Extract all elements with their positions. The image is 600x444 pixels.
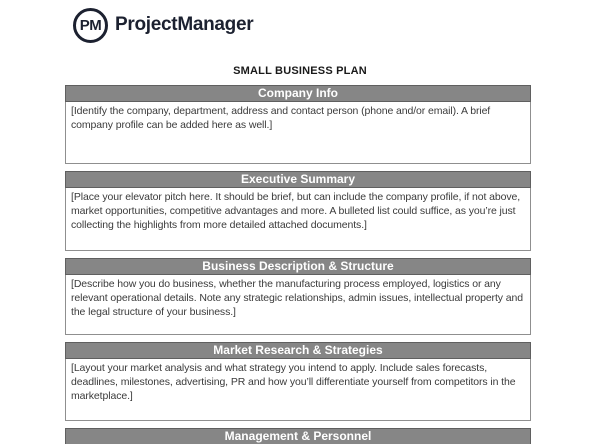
section-heading-market-research: Market Research & Strategies	[65, 342, 531, 359]
section-heading-executive-summary: Executive Summary	[65, 171, 531, 188]
section-executive-summary	[65, 171, 531, 251]
document-title: SMALL BUSINESS PLAN	[233, 65, 367, 77]
section-body-executive-summary: [Place your elevator pitch here. It should be brief, but can include the company profile, if not above, market opportunities, competitive advantages and more. A bulleted list could suffice, as you’re just collecting the highlights from more detailed attached documents.]	[65, 188, 531, 251]
section-market-research	[65, 342, 531, 421]
pm-logo-monogram: PM	[79, 16, 102, 34]
section-heading-business-description: Business Description & Structure	[65, 258, 531, 275]
section-company-info	[65, 85, 531, 164]
pm-logo-icon	[73, 8, 108, 43]
brand-wordmark: ProjectManager	[115, 14, 254, 35]
section-body-business-description: [Describe how you do business, whether the manufacturing process employed, logistics or any relevant operational details. Note any strategic relationships, admin issues, intellectual property and the legal structure of your business.]	[65, 275, 531, 335]
section-body-market-research: [Layout your market analysis and what strategy you intend to apply. Include sales forecasts, deadlines, milestones, advertising, PR and how you’ll differentiate yourself from competitors in the marketplace.]	[65, 359, 531, 421]
section-business-description	[65, 258, 531, 335]
section-body-company-info: [Identify the company, department, address and contact person (phone and/or email). A brief company profile can be added here as well.]	[65, 102, 531, 164]
brand-header	[73, 7, 600, 43]
section-heading-management-personnel: Management & Personnel	[65, 428, 531, 444]
section-management-personnel	[65, 428, 531, 444]
plan-sections	[65, 85, 531, 444]
section-heading-company-info: Company Info	[65, 85, 531, 102]
